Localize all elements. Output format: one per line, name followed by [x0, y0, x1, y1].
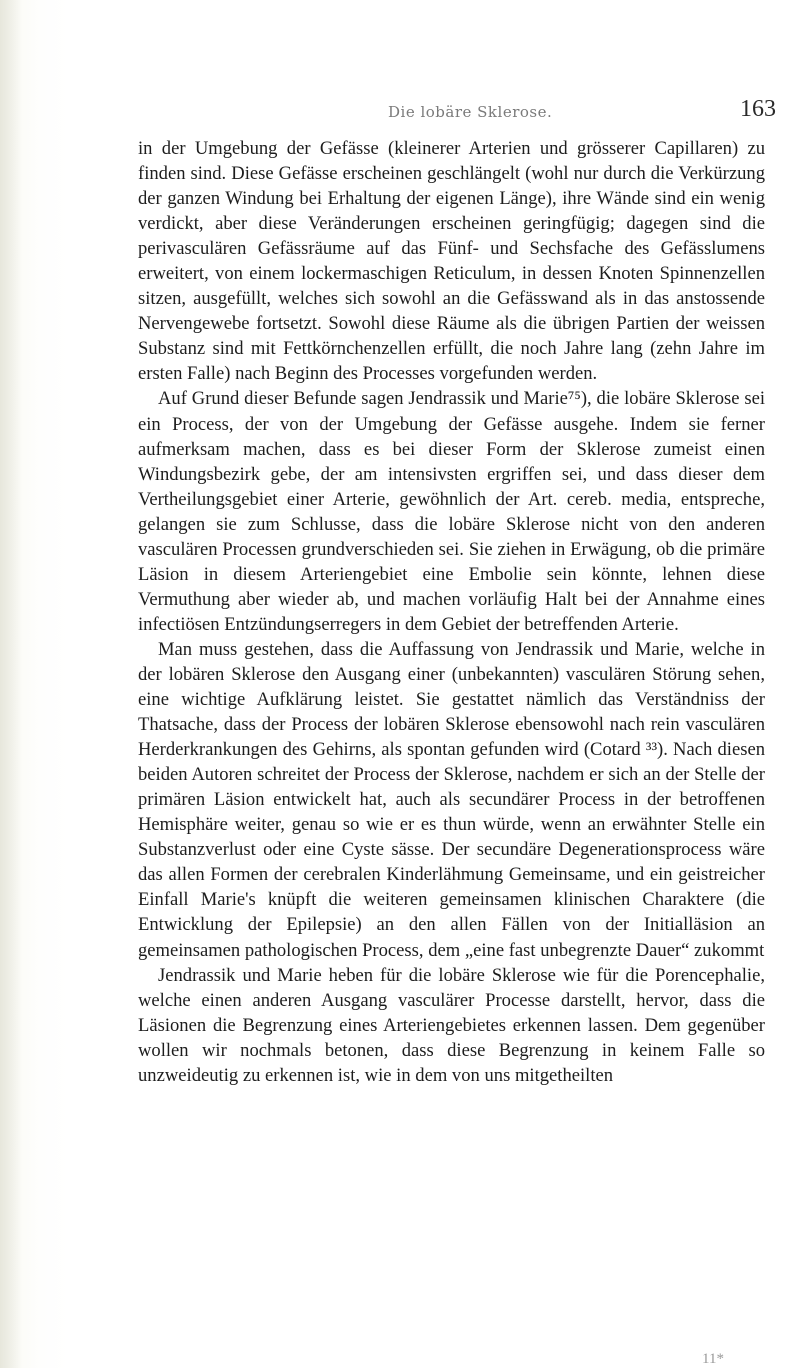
- paragraph: Jendrassik und Marie heben für die lobäre Sklerose wie für die Porencephalie, welche einen anderen Ausgang vasculärer Processe darstellt, hervor, dass die Läsionen die Begrenzung eines Arteriengebietes erkennen lassen. Dem gegenüber wollen wir nochmals betonen, dass diese Begrenzung in keinem Falle so unzweideutig zu erkennen ist, wie in dem von uns mitgetheilten: [138, 964, 765, 1086]
- paragraph: Auf Grund dieser Befunde sagen Jendrassik und Marie⁷⁵), die lobäre Sklerose sei ein Process, der von der Umgebung der Gefässe ausgehe. Indem sie ferner aufmerksam machen, dass es bei dieser Form der Sklerose zumeist einen Windungsbezirk gebe, der am intensivsten ergriffen sei, und dass dieser dem Vertheilungsgebiet einer Arterie, gewöhnlich der Art. cereb. media, entspreche, gelangen sie zum Schlusse, dass die lobäre Sklerose nicht von den anderen vasculären Processen grundverschieden sei. Sie ziehen in Erwägung, ob die primäre Läsion in diesem Arteriengebiet eine Embolie sein könnte, lehnen diese Vermuthung aber wieder ab, und machen vorläufig Halt bei der Annahme eines infectiösen Entzündungserregers in dem Gebiet der betreffenden Arterie.: [138, 388, 765, 635]
- paragraph: Man muss gestehen, dass die Auffassung von Jendrassik und Marie, welche in der lobären Sklerose den Ausgang einer (unbekannten) vasculären Störung sehen, eine wichtige Aufklärung leistet. Sie gestattet nämlich das Verständniss der Thatsache, dass der Process der lobären Sklerose ebensowohl nach rein vasculären Herderkrankungen des Gehirns, als spontan gefunden wird (Cotard ³³). Nach diesen beiden Autoren schreitet der Process der Sklerose, nachdem er sich an der Stelle der primären Läsion entwickelt hat, auch als secundärer Process in der betroffenen Hemisphäre weiter, genau so wie er es thun würde, wenn an erwähnter Stelle ein Substanzverlust oder eine Cyste sässe. Der secundäre Degenerationsprocess wäre das allen Formen der cerebralen Kinderlähmung Gemeinsame, und ein geistreicher Einfall Marie's knüpft die weiteren gemeinsamen klinischen Charaktere (die Entwicklung der Epilepsie) an den allen Fällen von der Initialläsion an gemeinsamen pathologischen Process, dem „eine fast unbegrenzte Dauer“ zukommt: [138, 638, 765, 961]
- body-text: [138, 136, 765, 1088]
- page-number: 163: [740, 96, 776, 122]
- paragraph: in der Umgebung der Gefässe (kleinerer Arterien und grösserer Capillaren) zu finden sind. Diese Gefässe erscheinen geschlängelt (wohl nur durch die Verkürzung der ganzen Windung bei Erhaltung der eigenen Länge), ihre Wände sind ein wenig verdickt, aber diese Veränderungen erscheinen geringfügig; dagegen sind die perivasculären Gefässräume auf das Fünf- und Sechsfache des Gefässlumens erweitert, von einem lockermaschigen Reticulum, in dessen Knoten Spinnenzellen sitzen, ausgefüllt, welches sich sowohl an die Gefässwand als in das anstossende Nervengewebe fortsetzt. Sowohl diese Räume als die übrigen Partien der weissen Substanz sind mit Fettkörnchenzellen erfüllt, die noch Jahre lang (zehn Jahre im ersten Falle) nach Beginn des Processes vorgefunden werden.: [138, 138, 765, 385]
- page-spine-shadow: [0, 0, 22, 1368]
- signature-mark: 11*: [702, 1351, 724, 1367]
- running-head: Die lobäre Sklerose.: [388, 103, 553, 121]
